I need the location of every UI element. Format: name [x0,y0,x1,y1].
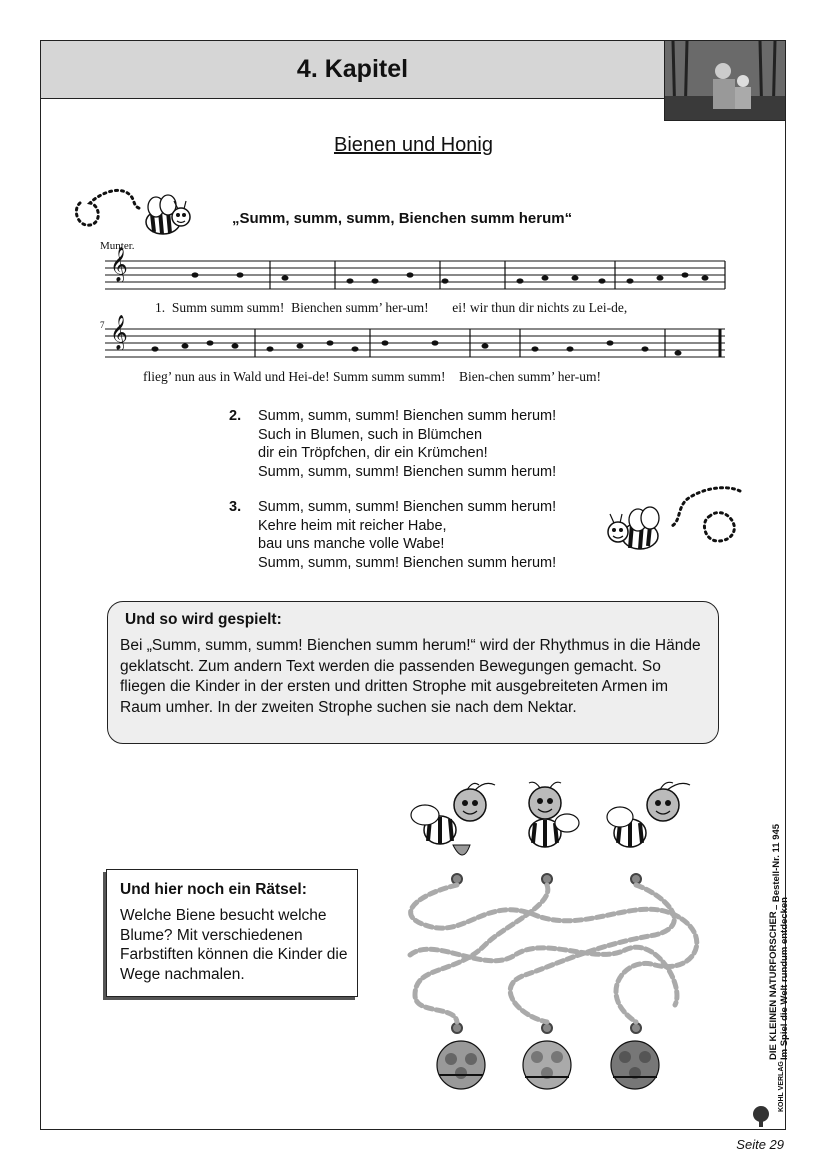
verse-line: Such in Blumen, such in Blümchen [258,426,483,443]
publisher-name: KOHL VERLAG [778,1061,785,1112]
bee-icon [411,783,495,855]
series-title: DIE KLEINEN NATURFORSCHER [768,911,779,1060]
game-title: Und so wird gespielt: [125,611,282,628]
page-number: Seite 29 [736,1137,784,1152]
verse-line: Summ, summ, summ! Bienchen summ herum! [258,499,557,515]
bee-icon [607,782,690,847]
treble-clef-icon: 𝄞 [110,248,128,281]
game-instructions-box [107,601,719,744]
tree-logo-icon [751,1105,771,1132]
page-subtitle: Bienen und Honig [333,134,493,156]
verse-line: Kehre heim mit reicher Habe, [258,517,447,534]
verse-number: 3. [229,499,242,515]
series-subtitle: Im Spiel die Welt rundum entdecken [779,897,790,1060]
verse-line: Summ, summ, summ! Bienchen summ herum! [258,408,557,424]
flower-icon [611,1041,659,1089]
game-text: Bei „Summ, summ, summ! Bienchen summ herum!“ wird der Rhythmus in die Hände geklatscht. Zum andern Text werden die passenden Bewegungen gemacht. So fliegen die Kinder in der ersten und dritten Strophe mit ausgebreiteten Armen im Raum umher. In der zweiten Strophe suchen sie nach dem Nektar. [120,637,701,716]
bee-flower-maze [395,775,725,1100]
chapter-header [40,40,665,99]
tempo-marking: Munter. [100,240,135,252]
riddle-text: Welche Biene besucht welche Blume? Mit verschiedenen Farbstiften können die Kinder die Wege nachmalen. [120,907,348,983]
measure-number: 7 [100,320,105,330]
verse-number: 2. [229,408,242,424]
bee-icon [600,486,750,571]
series-info [768,897,790,1060]
lyrics-line-1: 1. Summ summ summ! Bienchen summ’ her-um! ei! wir thun dir nichts zu Lei-de, [155,300,628,315]
treble-clef-icon: 𝄞 [110,316,128,349]
flower-icon [437,1041,485,1089]
riddle-box [106,869,358,997]
chapter-title: 4. Kapitel [296,55,409,83]
flower-icon [523,1041,571,1089]
chapter-photo [664,40,786,121]
bee-icon [529,782,579,847]
verse-line: dir ein Tröpfchen, dir ein Krümchen! [258,445,488,461]
verse-line: bau uns manche volle Wabe! [258,536,445,552]
order-number: – Bestell-Nr. 11 945 [771,823,782,910]
lyrics-line-2: flieg’ nun aus in Wald und Hei-de! Summ summ summ! Bien-chen summ’ her-um! [143,369,601,384]
riddle-title: Und hier noch ein Rätsel: [120,881,307,898]
song-title: „Summ, summ, summ, Bienchen summ herum“ [232,210,573,227]
verse-line: Summ, summ, summ! Bienchen summ herum! [258,463,557,480]
verse-line: Summ, summ, summ! Bienchen summ herum! [258,554,557,571]
publisher-sidebar [748,760,788,1130]
